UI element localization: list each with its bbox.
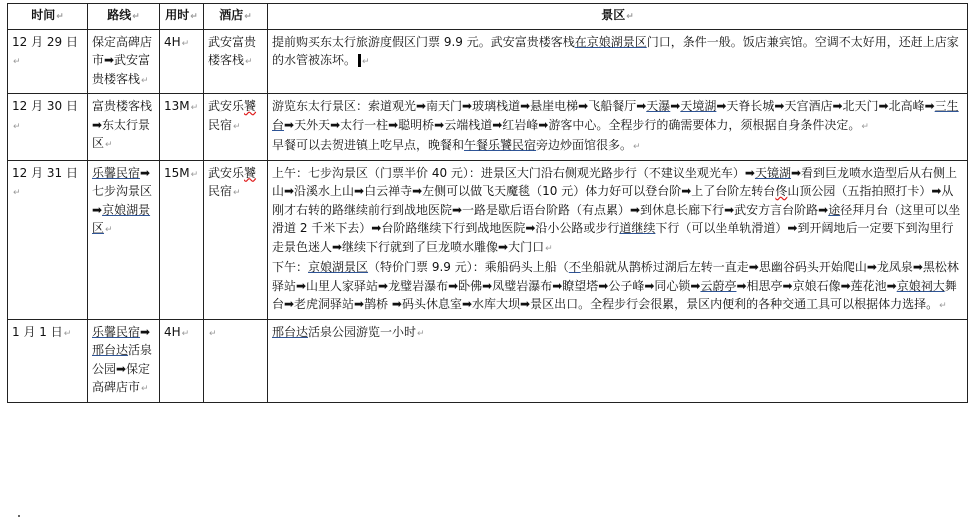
route-cell <box>88 160 160 319</box>
place-link[interactable]: 午餐乐饕民宿 <box>464 138 537 152</box>
place-link[interactable]: 邢台达 <box>272 324 309 339</box>
place-link[interactable]: 京娘祠大 <box>896 278 945 293</box>
date-cell: 1 月 1 日↵ <box>8 319 88 402</box>
paragraph-mark: ↵ <box>105 225 113 235</box>
text-run: 活泉公园游览一小时 <box>308 324 417 339</box>
table-row <box>8 160 968 319</box>
place-link[interactable]: 京娘湖景区 <box>308 260 369 274</box>
text-run: 武安乐 <box>208 99 245 113</box>
text-run: 坐船就从鹊桥过湖后左转一直走➡思幽谷码头开始爬山➡龙凤泉➡黑松林驿站➡山里人家驿站➡龙璧岩瀑布➡卧佛➡凤璧岩瀑布➡瞭望塔➡公子峰➡同心锁➡ <box>272 260 959 293</box>
header-route: 路线↵ <box>88 4 160 30</box>
table-row <box>8 29 968 94</box>
text-run: 下行（可以坐单轨滑道）➡到开阔地后一定要下到沟里行走景色迷人➡继续下行就到了巨龙喷水雕像➡大门口 <box>272 221 954 254</box>
place-link[interactable]: 道继续 <box>619 221 656 235</box>
text-run: 山顶公园（五指拍照打卡）➡从刚才右转的路继续前行到战地医院➡一路是歇后语台阶路（有点累）➡到休息长廊下行➡武安方言台阶路➡ <box>272 184 954 217</box>
text-run: （特价门票 9.9 元）：乘船码头上船（ <box>368 260 569 274</box>
header-time: 用时↵ <box>160 4 204 30</box>
text-run: ➡天外天➡太行一柱➡聪明桥➡云端栈道➡红岩峰➡游客中心。全程步行的确需要体力，须根据自身条件决定。 <box>284 117 861 132</box>
spellcheck-word: 饕 <box>244 165 257 180</box>
date-cell: 12 月 31 日↵ <box>8 160 88 319</box>
paragraph-mark: ↵ <box>633 142 641 152</box>
place-link[interactable]: 天瀑 <box>646 99 671 113</box>
place-link[interactable]: 京娘湖景区 <box>92 202 151 235</box>
place-link[interactable]: 乐馨民宿 <box>92 324 141 339</box>
paragraph-mark: ↵ <box>417 328 425 339</box>
paragraph-mark: ↵ <box>13 188 21 198</box>
header-row <box>8 4 968 30</box>
text-run: ➡ <box>670 99 681 113</box>
hotel-cell <box>204 160 268 319</box>
text-run: 活泉公园➡保定高碑店市 <box>92 343 153 394</box>
duration-cell: 4H↵ <box>160 29 204 94</box>
place-link[interactable]: 不 <box>568 260 581 274</box>
text-run: 上午：七步沟景区（门票半价 40 元）：进景区大门沿右侧观光路步行（不建议坐观光车）➡ <box>272 165 755 180</box>
duration-cell: 15M↵ <box>160 160 204 319</box>
text-run: 游览东太行景区：索道观光➡南天门➡玻璃栈道➡悬崖电梯➡飞船餐厅➡ <box>272 99 647 113</box>
text-run: 舞台➡老虎洞驿站➡鹊桥 ➡码头休息室➡水库大坝➡景区出口。全程步行会很累，景区内便利的各种交通工具可以根据体力选择。 <box>272 278 957 311</box>
text-cursor <box>358 54 361 67</box>
place-link[interactable]: 途 <box>828 202 841 217</box>
paragraph-mark: ↵ <box>63 328 72 339</box>
text-run: 提前购买东太行旅游度假区门票 9.9 元。武安富贵楼客栈 <box>272 34 575 49</box>
paragraph-mark: ↵ <box>141 75 149 86</box>
text-run: 民宿 <box>208 117 233 132</box>
paragraph-mark: ↵ <box>939 301 947 311</box>
paragraph-mark: ↵ <box>245 57 253 67</box>
header-hotel: 酒店↵ <box>204 4 268 30</box>
route-cell <box>88 319 160 402</box>
place-link[interactable]: 三生台 <box>272 99 959 132</box>
text-run: 下午： <box>272 260 309 274</box>
spellcheck-word: 饕 <box>244 99 257 113</box>
route-cell: 富贵楼客栈➡东太行景区↵ <box>88 94 160 161</box>
text-run: ➡七步沟景区➡ <box>92 165 153 217</box>
paragraph-mark: ↵ <box>233 188 241 198</box>
text-run: ➡ <box>140 324 151 339</box>
hotel-cell <box>204 94 268 161</box>
header-scenic: 景区↵ <box>268 4 968 30</box>
scenic-cell <box>268 29 968 94</box>
paragraph-mark: ↵ <box>181 38 190 49</box>
place-link[interactable]: 乐馨民宿 <box>92 165 141 180</box>
paragraph-mark: ↵ <box>190 103 199 113</box>
place-link[interactable]: 邢台达 <box>92 343 129 357</box>
text-run: ➡天脊长城➡天宫酒店➡北天门➡北高峰➡ <box>716 99 935 113</box>
place-link[interactable]: 天镜湖 <box>754 165 791 180</box>
text-run: 径拜月台（这里可以坐滑道 2 千米下去）➡台阶路继续下行到战地医院➡沿小公路或步行 <box>272 202 961 235</box>
text-run: 门口，条件一般。饭店兼宾馆。空调不太好用，还赶上店家的水管被冻坏。 <box>272 34 959 67</box>
paragraph-mark: ↵ <box>190 169 199 180</box>
text-run: 早餐可以去贺进镇上吃早点，晚餐和 <box>272 138 465 152</box>
text-run: 旁边炒面馆很多。 <box>536 138 633 152</box>
hotel-cell <box>204 319 268 402</box>
paragraph-mark: ↵ <box>13 121 21 132</box>
document-page <box>7 3 968 403</box>
header-date: 时间↵ <box>8 4 88 30</box>
text-run: ➡相思亭➡京娘石像➡莲花池➡ <box>736 278 897 293</box>
text-run: ➡看到巨龙喷水造型后从右侧上山➡沿溪水上山➡白云禅寺➡左侧可以做飞天魔毯（10 元）体力好可以登台阶➡上了台阶左转台 <box>272 165 958 198</box>
route-cell: 保定高碑店市➡武安富贵楼客栈↵ <box>88 29 160 94</box>
table-row <box>8 319 968 402</box>
table-row <box>8 94 968 161</box>
scenic-cell <box>268 94 968 161</box>
date-cell: 12 月 30 日↵ <box>8 94 88 161</box>
itinerary-table <box>7 3 968 403</box>
place-link[interactable]: 云蔚亭 <box>700 278 737 293</box>
page-corner-mark <box>18 515 20 517</box>
place-link[interactable]: 天境湖 <box>680 99 717 113</box>
date-cell: 12 月 29 日↵ <box>8 29 88 94</box>
duration-cell: 13M↵ <box>160 94 204 161</box>
spellcheck-word: 佟 <box>775 184 788 198</box>
paragraph-mark: ↵ <box>545 243 553 254</box>
duration-cell: 4H↵ <box>160 319 204 402</box>
paragraph-mark: ↵ <box>13 57 21 67</box>
paragraph-mark: ↵ <box>105 140 113 150</box>
scenic-cell <box>268 160 968 319</box>
paragraph-mark: ↵ <box>861 121 869 132</box>
paragraph-mark: ↵ <box>141 384 149 394</box>
hotel-cell: 武安富贵楼客栈↵ <box>204 29 268 94</box>
text-run: 民宿 <box>208 184 233 198</box>
text-run: 武安乐 <box>208 165 245 180</box>
place-link[interactable]: 在京娘湖景区 <box>574 34 647 49</box>
paragraph-mark: ↵ <box>209 328 217 339</box>
scenic-cell <box>268 319 968 402</box>
paragraph-mark: ↵ <box>181 328 190 339</box>
paragraph-mark: ↵ <box>233 121 241 132</box>
paragraph-mark: ↵ <box>362 57 370 67</box>
